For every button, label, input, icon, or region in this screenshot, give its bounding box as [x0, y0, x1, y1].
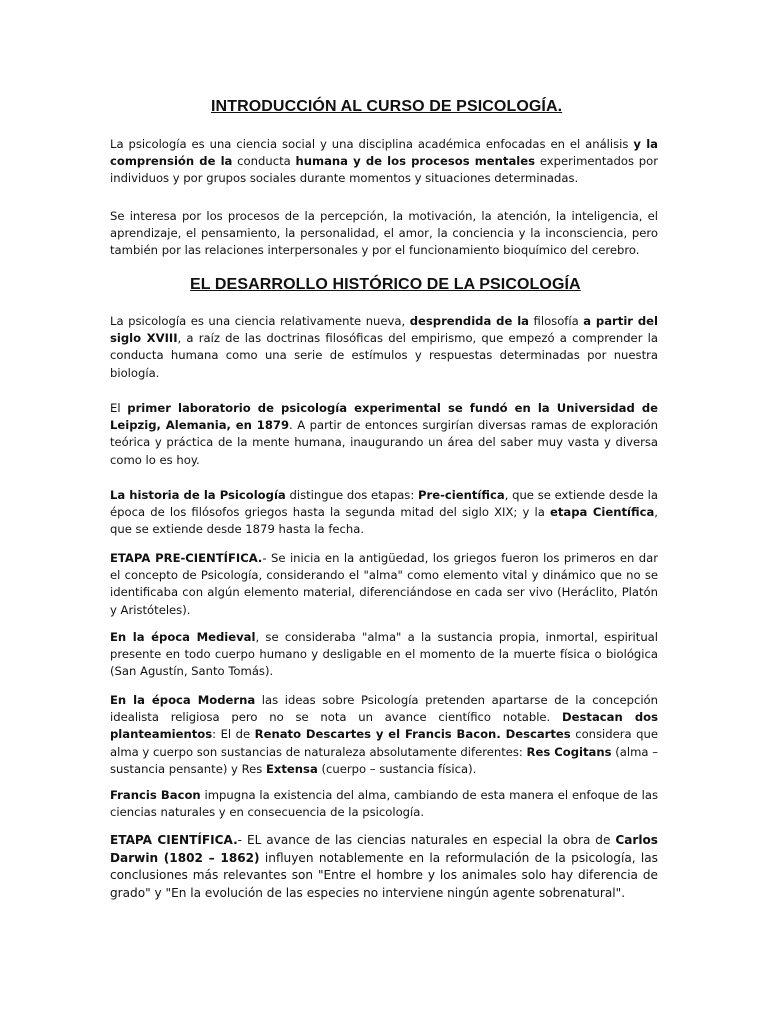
bold-text-run: etapa Científica	[550, 505, 655, 520]
bold-text-run: La historia de la Psicología	[110, 488, 286, 502]
paragraph-medieval	[110, 629, 658, 681]
text-run: , que se extiende desde 1879 hasta la fecha.	[110, 505, 658, 537]
paragraph-modern	[110, 692, 658, 778]
text-run: influyen notablemente en la reformulación de la psicología, las conclusiones más relevantes son "Entre el hombre y los animales solo hay diferencia de grado" y "En la evolución de las especies no interviene ningún agente sobrenatural".	[110, 850, 658, 900]
bold-text-run: Res Cogitans	[526, 744, 612, 759]
text-run: - EL avance de las ciencias naturales en especial la obra de	[237, 833, 616, 847]
text-run: - Se inicia en la antigüedad, los griegos fueron los primeros en dar el concepto de Psicología, considerando el "alma" como elemento vital y dinámico que no se identificaba con algún elemento material, diferenciándose en cada ser vivo (Heráclito, Platón y Aristóteles).	[110, 551, 659, 617]
text-run: , a raíz de las doctrinas filosóficas del empirismo, que empezó a comprender la conducta humana como una serie de estímulos y respuestas determinadas por nuestra biología.	[110, 331, 658, 380]
paragraph-first-laboratory	[110, 400, 658, 469]
text-run: conducta	[232, 154, 296, 169]
bold-text-run: a partir del siglo XVIII	[110, 314, 659, 346]
title-history: EL DESARROLLO HISTÓRICO DE LA PSICOLOGÍA	[190, 276, 581, 293]
text-run: La psicología es una ciencia relativamente nueva,	[110, 314, 410, 328]
bold-text-run: Extensa	[265, 761, 318, 776]
text-run: , se consideraba "alma" a la sustancia propia, inmortal, espiritual presente en todo cuerpo humano y desligable en el momento de la muerte física o biológica (San Agustín, Santo Tomás).	[110, 630, 658, 679]
text-run: : El de	[212, 727, 255, 742]
bold-text-run: Carlos Darwin (1802 – 1862)	[110, 833, 658, 865]
bold-text-run: y la comprensión de la	[110, 137, 658, 169]
text-run: impugna la existencia del alma, cambiando de esta manera el enfoque de las ciencias naturales y en consecuencia de la psicología.	[110, 788, 658, 820]
title-intro: INTRODUCCIÓN AL CURSO DE PSICOLOGÍA.	[211, 98, 563, 115]
bold-text-run: En la época Medieval	[110, 630, 256, 644]
bold-text-run: humana y de los procesos mentales	[295, 154, 536, 169]
text-run: (cuerpo – sustancia física).	[317, 761, 477, 776]
text-run: filosofía	[529, 314, 584, 328]
bold-text-run: Destacan dos planteamientos	[110, 710, 658, 742]
text-run: . A partir de entonces surgirían diversas ramas de exploración teórica y práctica de la mente humana, inaugurando un área del saber muy vasta y diversa como lo es hoy.	[110, 418, 658, 467]
bold-text-run: primer laboratorio de psicología experimental se fundó en la Universidad de Leipzig, Alemania, en 1879	[110, 401, 658, 433]
paragraph-pre-scientific	[110, 550, 658, 619]
bold-text-run: desprendida de la	[409, 314, 530, 328]
bold-text-run: Francis Bacon	[110, 788, 201, 802]
paragraph-interests	[110, 208, 658, 260]
paragraph-scientific	[110, 832, 658, 902]
bold-text-run: En la época Moderna	[110, 693, 256, 707]
bold-text-run: Renato Descartes y el Francis Bacon. Descartes	[254, 727, 571, 742]
paragraph-francis-bacon	[110, 787, 658, 821]
text-run: La psicología es una ciencia social y una disciplina académica enfocadas en el análisis	[110, 137, 634, 151]
text-run: considera que alma y cuerpo son sustancias de naturaleza absolutamente diferentes:	[110, 727, 658, 759]
paragraph-origin	[110, 313, 658, 382]
paragraph-two-stages	[110, 487, 658, 539]
text-run: experimentados por individuos y por grupos sociales durante momentos y situaciones determinadas.	[110, 154, 659, 186]
text-run: distingue dos etapas:	[285, 488, 418, 502]
bold-text-run: Pre-científica	[418, 488, 505, 502]
paragraph-definition	[110, 136, 658, 188]
text-run: El	[110, 401, 128, 415]
bold-text-run: ETAPA PRE-CIENTÍFICA.	[110, 551, 263, 565]
text-run: , que se extiende desde la época de los filósofos griegos hasta la segunda mitad del siglo XIX; y la	[110, 488, 658, 520]
text-run: (alma – sustancia pensante) y Res	[110, 744, 658, 776]
bold-text-run: ETAPA CIENTÍFICA.	[110, 833, 238, 847]
text-run: las ideas sobre Psicología pretenden apartarse de la concepción idealista religiosa pero no se nota un avance científico notable.	[110, 693, 658, 725]
text-run: Se interesa por los procesos de la percepción, la motivación, la atención, la inteligencia, el aprendizaje, el pensamiento, la personalidad, el amor, la conciencia y la inconsciencia, pero también por las relaciones interpersonales y por el funcionamiento bioquímico del cerebro.	[110, 209, 658, 258]
